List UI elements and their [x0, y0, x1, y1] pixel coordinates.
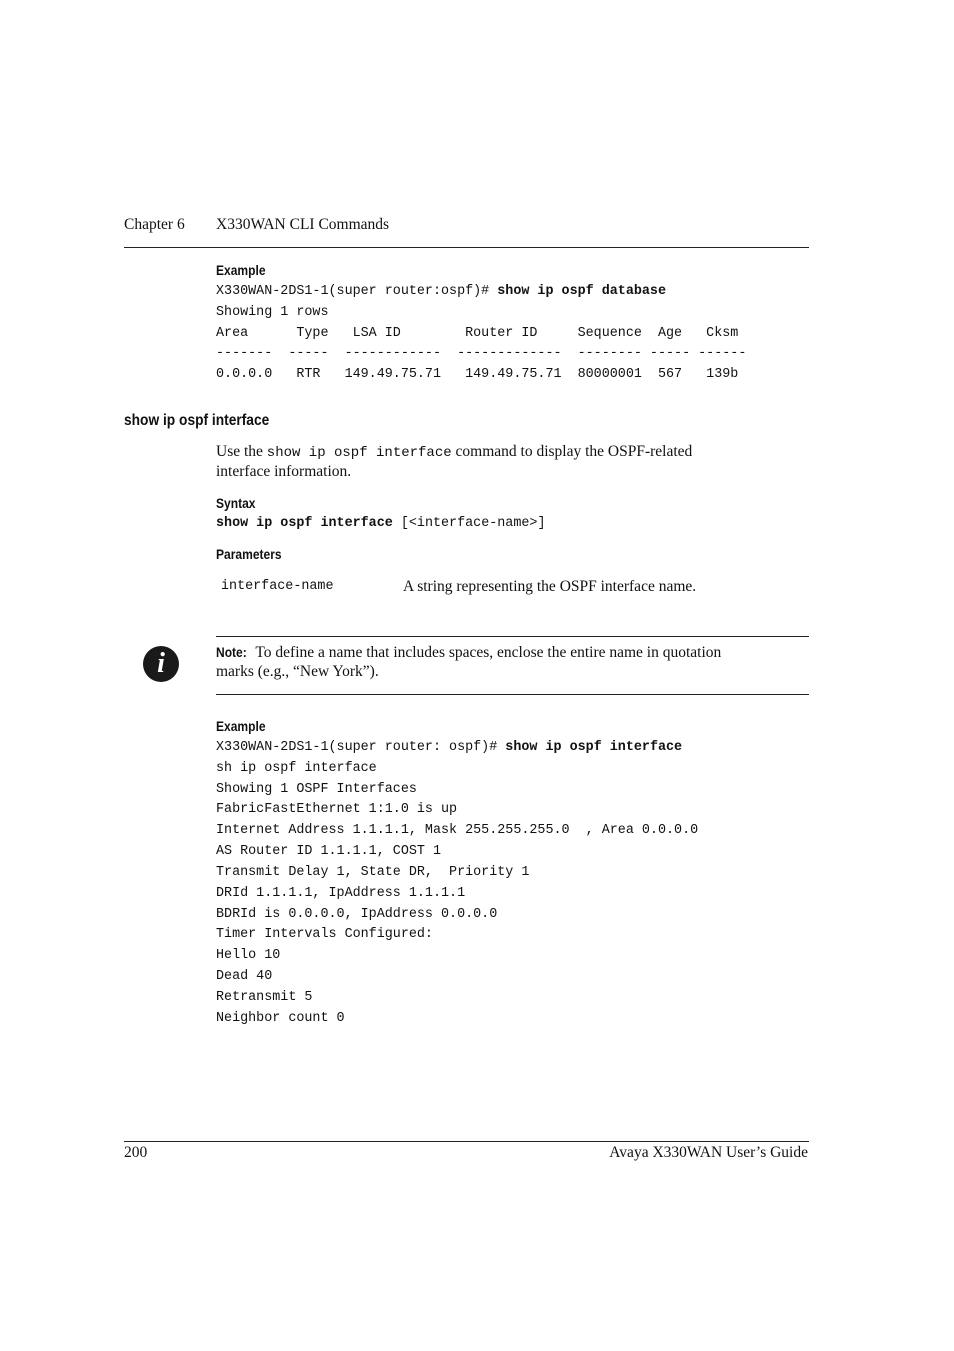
- example2-output-line: Showing 1 OSPF Interfaces: [216, 782, 417, 797]
- desc-post: command to display the OSPF-related: [451, 443, 693, 460]
- syntax-argument: [<interface-name>]: [392, 516, 546, 531]
- example2-command-line: [216, 740, 682, 755]
- example2-prompt: X330WAN-2DS1-1(super router: ospf)#: [216, 740, 506, 755]
- example2-output-line: AS Router ID 1.1.1.1, COST 1: [216, 844, 441, 859]
- note-bottom-rule: [216, 694, 809, 695]
- example2-output-line: Dead 40: [216, 969, 273, 984]
- example1-label: Example: [216, 262, 266, 278]
- example2-output-line: Retransmit 5: [216, 990, 313, 1005]
- header-title: X330WAN CLI Commands: [216, 216, 390, 233]
- example1-output-line: Showing 1 rows: [216, 305, 329, 320]
- desc-pre: Use the: [216, 443, 267, 460]
- example2-label: Example: [216, 718, 266, 734]
- example2-output-line: Internet Address 1.1.1.1, Mask 255.255.255.0 , Area 0.0.0.0: [216, 823, 699, 838]
- section-description-line2: interface information.: [216, 463, 352, 480]
- example2-output-line: Neighbor count 0: [216, 1011, 345, 1026]
- syntax-line: [216, 516, 545, 531]
- example1-prompt: X330WAN-2DS1-1(super router:ospf)#: [216, 284, 498, 299]
- section-description: [216, 443, 692, 461]
- footer-title: Avaya X330WAN User’s Guide: [609, 1144, 808, 1161]
- example2-output-line: Hello 10: [216, 948, 281, 963]
- footer-rule: [124, 1141, 809, 1142]
- example1-command-line: [216, 284, 666, 299]
- example2-output-line: sh ip ospf interface: [216, 761, 377, 776]
- example1-output-line: ------- ----- ------------ ------------- -------- ----- ------: [216, 346, 747, 361]
- note-line1: [216, 644, 721, 662]
- syntax-label: Syntax: [216, 495, 256, 511]
- page-number: 200: [124, 1144, 148, 1161]
- example2-output-line: Transmit Delay 1, State DR, Priority 1: [216, 865, 530, 880]
- info-icon: i: [143, 646, 179, 682]
- desc-code: show ip ospf interface: [266, 445, 452, 461]
- param-name: interface-name: [221, 579, 334, 594]
- parameters-label: Parameters: [216, 546, 282, 562]
- header-rule: [124, 247, 809, 248]
- header-chapter: Chapter 6: [124, 216, 185, 233]
- param-description: A string representing the OSPF interface name.: [403, 578, 697, 595]
- example2-output-line: Timer Intervals Configured:: [216, 927, 433, 942]
- note-text: To define a name that includes spaces, enclose the entire name in quotation: [255, 644, 722, 661]
- example1-command: show ip ospf database: [497, 284, 666, 299]
- section-heading: show ip ospf interface: [124, 412, 270, 429]
- example2-output-line: DRId 1.1.1.1, IpAddress 1.1.1.1: [216, 886, 466, 901]
- note-line2: marks (e.g., “New York”).: [216, 663, 379, 680]
- note-label: Note:: [216, 644, 247, 660]
- example1-output-line: Area Type LSA ID Router ID Sequence Age Cksm: [216, 326, 739, 341]
- note-top-rule: [216, 636, 809, 637]
- syntax-command: show ip ospf interface: [216, 516, 393, 531]
- example2-command: show ip ospf interface: [505, 740, 683, 755]
- example1-output-line: 0.0.0.0 RTR 149.49.75.71 149.49.75.71 80000001 567 139b: [216, 367, 739, 382]
- example2-output-line: FabricFastEthernet 1:1.0 is up: [216, 802, 458, 817]
- example2-output-line: BDRId is 0.0.0.0, IpAddress 0.0.0.0: [216, 907, 498, 922]
